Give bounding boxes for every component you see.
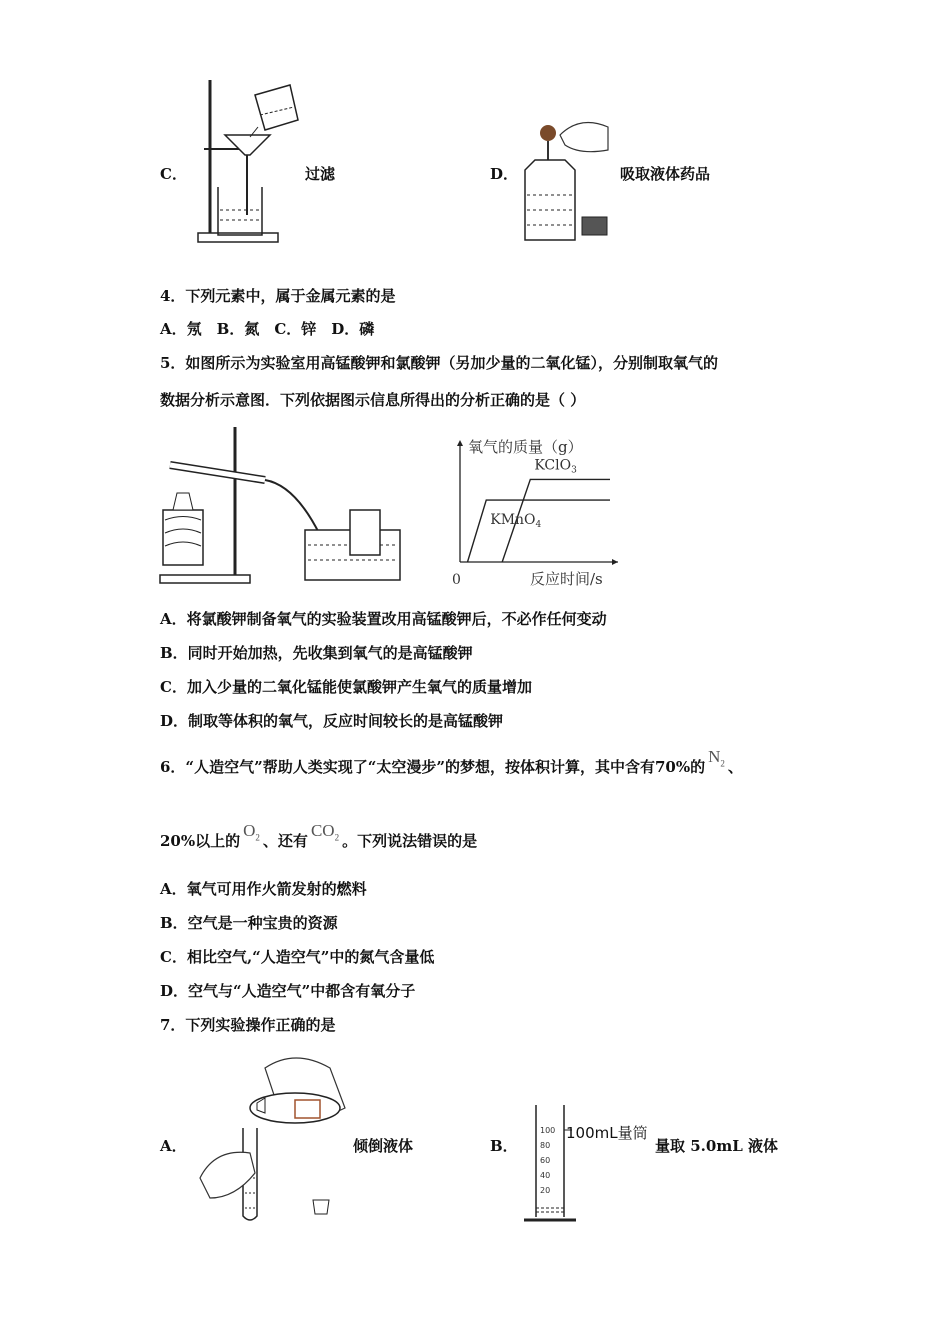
q3-optC-letter: C． <box>160 165 187 183</box>
q5-option-d: D．制取等体积的氧气，反应时间较长的是高锰酸钾 <box>160 712 504 730</box>
q6-line2-part3: 。下列说法错误的是 <box>342 832 478 850</box>
q5-stem-line1: 5．如图所示为实验室用高锰酸钾和氯酸钾（另加少量的二氧化锰），分别制取氧气的 <box>160 354 718 372</box>
x-axis-label: 反应时间/s <box>530 570 603 588</box>
series-label-kmno4: KMnO$_4$ <box>490 512 542 531</box>
q6-option-d: D．空气与“人造空气”中都含有氧分子 <box>160 982 416 1000</box>
cylinder-tick-label: 80 <box>540 1141 551 1150</box>
q6-option-a: A．氧气可用作火箭发射的燃料 <box>160 880 367 898</box>
q3-optD-label: 吸取液体药品 <box>620 165 711 183</box>
o2-subscript: 2 <box>255 832 260 843</box>
oxygen-apparatus-figure <box>155 425 410 590</box>
y-axis-label: 氧气的质量（g） <box>468 438 583 456</box>
cylinder-tick-label: 100 <box>540 1126 556 1135</box>
n2-symbol: N <box>708 747 721 766</box>
series-line-kmno4 <box>468 500 611 562</box>
q5-option-c: C．加入少量的二氧化锰能使氯酸钾产生氧气的质量增加 <box>160 678 532 696</box>
q5-stem-line2: 数据分析示意图．下列依据图示信息所得出的分析正确的是（ ） <box>160 391 586 409</box>
cylinder-tick-label: 60 <box>540 1156 551 1165</box>
q4-stem: 4．下列元素中，属于金属元素的是 <box>160 287 396 305</box>
dropper-figure <box>520 115 615 245</box>
filtration-figure <box>190 75 300 247</box>
cylinder-tick-label: 40 <box>540 1171 551 1180</box>
q7-optB-letter: B． <box>490 1137 518 1155</box>
graduated-cylinder-figure <box>520 1100 655 1225</box>
q6-stem-line1 <box>160 747 743 783</box>
q3-optD-letter: D． <box>490 165 519 183</box>
cylinder-tick-label: 20 <box>540 1186 551 1195</box>
q4-options: A．氖 B．氮 C．锌 D．磷 <box>160 320 375 338</box>
q7-optA-label: 倾倒液体 <box>353 1137 414 1155</box>
q6-option-b: B．空气是一种宝贵的资源 <box>160 914 338 932</box>
n2-formula <box>708 747 725 769</box>
o2-formula <box>243 821 260 843</box>
x-axis-arrow <box>612 559 618 565</box>
n2-subscript: 2 <box>720 758 725 769</box>
co2-subscript: 2 <box>334 832 340 843</box>
q6-stem-part2: 、 <box>727 758 743 776</box>
q7-optB-label: 量取 5.0mL 液体 <box>655 1137 778 1155</box>
o2-symbol: O <box>243 821 256 840</box>
q6-stem-line2 <box>160 821 478 857</box>
q6-stem-part1: 6．“人造空气”帮助人类实现了“太空漫步”的梦想，按体积计算，其中含有70%的 <box>160 758 706 776</box>
cylinder-label: 100mL量筒 <box>566 1124 648 1142</box>
q5-option-a: A．将氯酸钾制备氧气的实验装置改用高锰酸钾后，不必作任何变动 <box>160 610 607 628</box>
y-axis-arrow <box>457 440 463 446</box>
q5-option-b: B．同时开始加热，先收集到氧气的是高锰酸钾 <box>160 644 473 662</box>
oxygen-mass-chart <box>440 432 625 592</box>
q7-optA-letter: A． <box>160 1137 187 1155</box>
q6-option-c: C．相比空气,“人造空气”中的氮气含量低 <box>160 948 435 966</box>
origin-label: 0 <box>452 572 461 588</box>
q6-line2-part1: 20%以上的 <box>160 832 241 850</box>
co2-symbol: CO <box>310 821 335 840</box>
co2-formula <box>310 821 340 843</box>
q6-line2-part2: 、还有 <box>262 832 308 850</box>
series-label-kclo3: KClO$_3$ <box>534 457 577 476</box>
pouring-figure <box>195 1048 360 1226</box>
q3-optC-label: 过滤 <box>305 165 336 183</box>
q7-stem: 7．下列实验操作正确的是 <box>160 1016 336 1034</box>
